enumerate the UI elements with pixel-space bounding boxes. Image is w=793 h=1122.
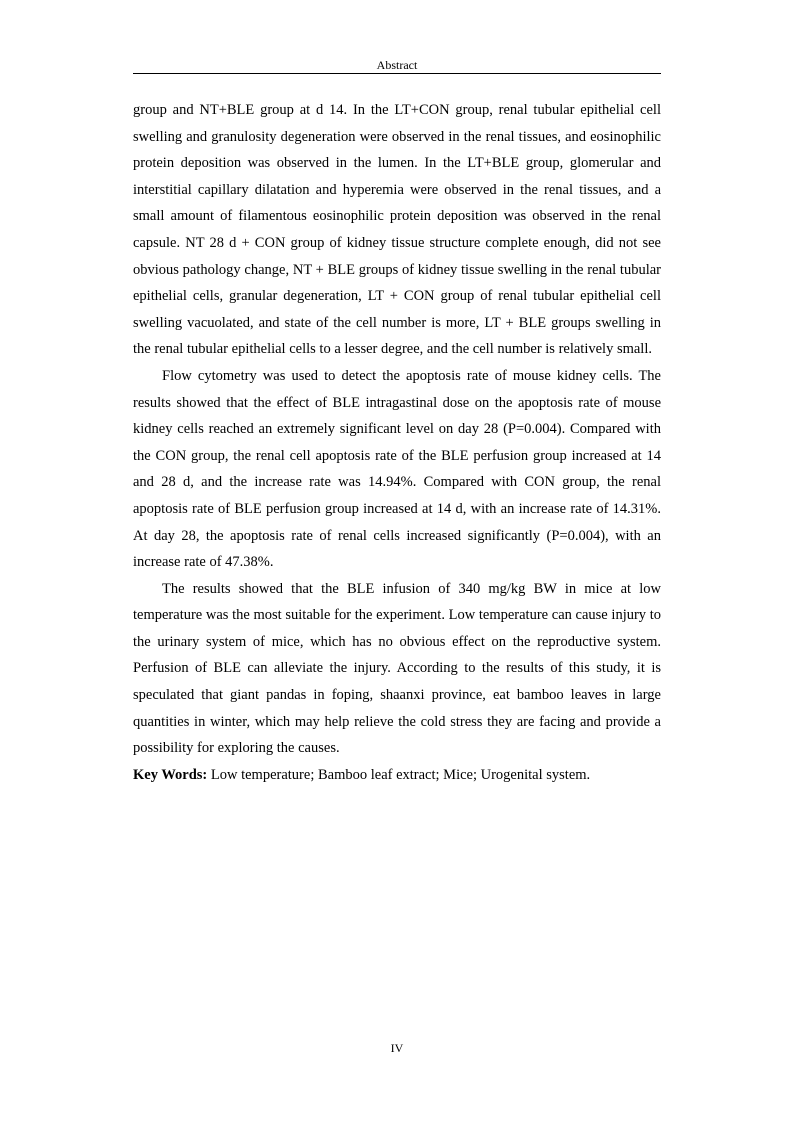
keywords-line [133, 762, 661, 789]
paragraph-continued: group and NT+BLE group at d 14. In the LT+CON group, renal tubular epithelial cell swelling and granulosity degeneration were observed in the renal tissues, and eosinophilic protein deposition was observed in the lumen. In the LT+BLE group, glomerular and interstitial capillary dilatation and hyperemia were observed in the renal tissues, and a small amount of filamentous eosinophilic protein deposition was observed in the renal capsule. NT 28 d + CON group of kidney tissue structure complete enough, did not see obvious pathology change, NT + BLE groups of kidney tissue swelling in the renal tubular epithelial cells, granular degeneration, LT + CON group of renal tubular epithelial cell swelling vacuolated, and state of the cell number is more, LT + BLE groups swelling in the renal tubular epithelial cells to a lesser degree, and the cell number is relatively small. [133, 102, 661, 358]
keywords-label: Key Words: [133, 766, 208, 783]
header-rule [133, 73, 661, 74]
keywords-text: Low temperature; Bamboo leaf extract; Mice; Urogenital system. [207, 766, 591, 783]
page-number: IV [390, 1041, 404, 1055]
paragraph-flow-cytometry: Flow cytometry was used to detect the apoptosis rate of mouse kidney cells. The results showed that the effect of BLE intragastinal dose on the apoptosis rate of mouse kidney cells reached an extremely significant level on day 28 (P=0.004). Compared with the CON group, the renal cell apoptosis rate of the BLE perfusion group increased at 14 and 28 d, and the increase rate was 14.94%. Compared with CON group, the renal apoptosis rate of BLE perfusion group increased at 14 d, with an increase rate of 14.31%. At day 28, the apoptosis rate of renal cells increased significantly (P=0.004), with an increase rate of 47.38%. [133, 367, 661, 571]
paragraph-conclusion: The results showed that the BLE infusion of 340 mg/kg BW in mice at low temperature was the most suitable for the experiment. Low temperature can cause injury to the urinary system of mice, which has no obvious effect on the reproductive system. Perfusion of BLE can alleviate the injury. According to the results of this study, it is speculated that giant pandas in foping, shaanxi province, eat bamboo leaves in large quantities in winter, which may help relieve the cold stress they are facing and provide a possibility for exploring the causes. [133, 580, 661, 757]
running-header: Abstract [376, 58, 418, 72]
abstract-body [133, 97, 661, 788]
